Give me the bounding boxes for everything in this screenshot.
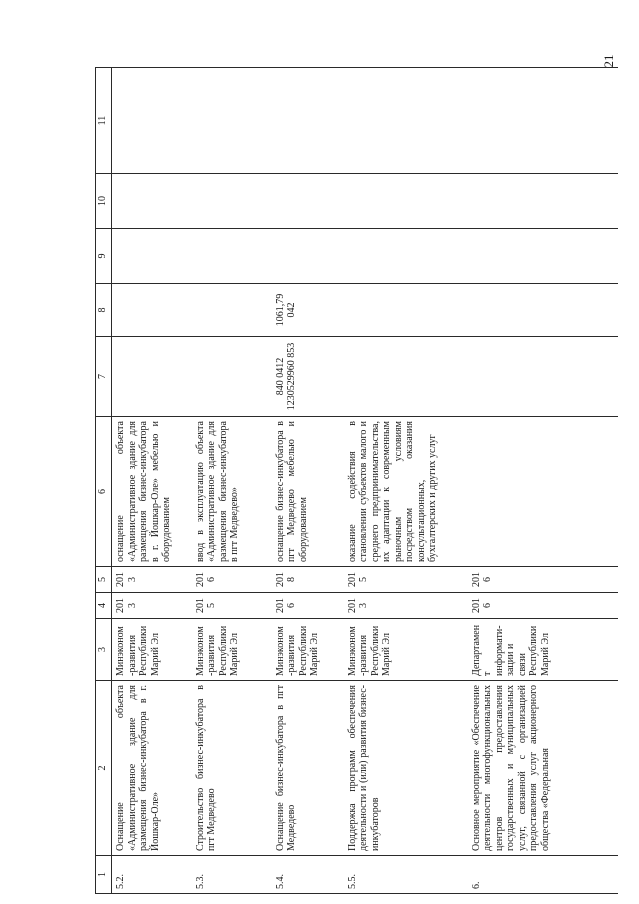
page-number: 21 xyxy=(601,54,616,68)
value-cell xyxy=(344,174,468,229)
expected-result: оснащение бизнес-инкубатора в пгт Медведево мебелью и оборудованием xyxy=(272,417,344,567)
row-number: 5.4. xyxy=(272,856,344,894)
column-number: 4 xyxy=(96,593,112,619)
start-year: 2013 xyxy=(112,593,192,619)
table-row xyxy=(272,68,344,894)
executor: Департамент информати-зации и связи Республики Марий Эл xyxy=(468,619,618,681)
column-number: 1 xyxy=(96,856,112,894)
executor: Минэконом-развития Республики Марий Эл xyxy=(272,619,344,681)
activity-name: Поддержка программ обеспечения деятельности и (или) развития бизнес-инкубаторов xyxy=(344,681,468,856)
column-number: 10 xyxy=(96,174,112,229)
value-cell xyxy=(272,229,344,284)
value-cell xyxy=(272,68,344,174)
table-row xyxy=(112,68,192,894)
amount xyxy=(192,284,272,337)
activity-name: Оснащение бизнес-инкубатора в пгт Медведево xyxy=(272,681,344,856)
budget-code xyxy=(468,337,618,417)
column-number: 5 xyxy=(96,567,112,593)
start-year: 2016 xyxy=(272,593,344,619)
table-row xyxy=(192,68,272,894)
activity-name: Основное мероприятие «Обеспечение деятельности многофункциональных центров предоставления государственных и муниципальных услуг, связанной с организацией предоставления услуг акционерного общества «Федеральная xyxy=(468,681,618,856)
expected-result xyxy=(468,417,618,567)
column-number-row xyxy=(96,68,112,894)
activity-name: Строительство бизнес-инкубатора в пгт Медведево xyxy=(192,681,272,856)
end-year: 2015 xyxy=(344,567,468,593)
row-number: 5.2. xyxy=(112,856,192,894)
start-year: 2015 xyxy=(192,593,272,619)
end-year: 2013 xyxy=(112,567,192,593)
amount xyxy=(112,284,192,337)
amount xyxy=(468,284,618,337)
activities-table xyxy=(95,67,618,894)
expected-result: оказание содействия в становлении субъектов малого и среднего предпринимательства, их адаптации к современным рыночным условиям посредством оказания консультационных, бухгалтерских и других услуг xyxy=(344,417,468,567)
value-cell xyxy=(112,68,192,174)
executor: Минэконом-развития Республики Марий Эл xyxy=(192,619,272,681)
start-year: 2016 xyxy=(468,593,618,619)
column-number: 3 xyxy=(96,619,112,681)
budget-code xyxy=(344,337,468,417)
table-row xyxy=(344,68,468,894)
budget-code xyxy=(112,337,192,417)
column-number: 2 xyxy=(96,681,112,856)
rotated-table-area xyxy=(95,68,615,894)
column-number: 9 xyxy=(96,229,112,284)
value-cell xyxy=(192,229,272,284)
table-wrap xyxy=(95,68,615,894)
value-cell xyxy=(344,68,468,174)
value-cell xyxy=(112,174,192,229)
column-number: 8 xyxy=(96,284,112,337)
amount: 1061,79 042 xyxy=(272,284,344,337)
row-number: 5.5. xyxy=(344,856,468,894)
start-year: 2013 xyxy=(344,593,468,619)
value-cell xyxy=(272,174,344,229)
value-cell xyxy=(468,68,618,174)
row-number: 5.3. xyxy=(192,856,272,894)
end-year: 2018 xyxy=(272,567,344,593)
value-cell xyxy=(468,229,618,284)
value-cell xyxy=(112,229,192,284)
expected-result: оснащение объекта «Административное здание для размещения бизнес-инкубатора в г. Йошкар-Оле» мебелью и оборудованием xyxy=(112,417,192,567)
executor: Минэконом-развития Республики Марий Эл xyxy=(344,619,468,681)
column-number: 7 xyxy=(96,337,112,417)
end-year: 2016 xyxy=(468,567,618,593)
expected-result: ввод в эксплуатацию объекта «Административное здание для размещения бизнес-инкубатора в пгт Медведево» xyxy=(192,417,272,567)
column-number: 11 xyxy=(96,68,112,174)
value-cell xyxy=(468,174,618,229)
end-year: 2016 xyxy=(192,567,272,593)
amount xyxy=(344,284,468,337)
value-cell xyxy=(192,174,272,229)
budget-code: 840 0412 1230529960 853 xyxy=(272,337,344,417)
value-cell xyxy=(344,229,468,284)
column-number: 6 xyxy=(96,417,112,567)
value-cell xyxy=(192,68,272,174)
activity-name: Оснащение объекта «Административное здание для размещения бизнес-инкубатора в г. Йошкар-Оле» xyxy=(112,681,192,856)
table-row xyxy=(468,68,618,894)
row-number: 6. xyxy=(468,856,618,894)
executor: Минэконом-развития Республики Марий Эл xyxy=(112,619,192,681)
budget-code xyxy=(192,337,272,417)
